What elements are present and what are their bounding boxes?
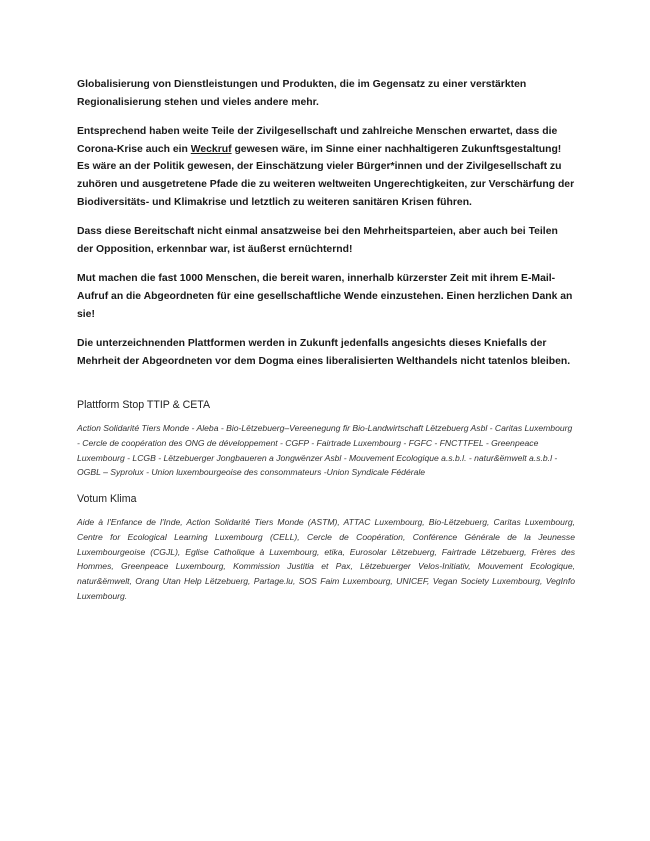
section-stop-ttip xyxy=(77,398,575,480)
paragraph-mut-machen: Mut machen die fast 1000 Menschen, die bereit waren, innerhalb kürzerster Zeit mit ihrem E-Mail-Aufruf an die Abgeordneten für eine gesellschaftliche Wende einzustehen. Einen herzlichen Dank an sie! xyxy=(77,273,573,320)
paragraph-weckruf-end: gewesen wäre, im Sinne einer nachhaltigeren Zukunftsgestaltung! Es wäre an der Politik gewesen, der Einschätzung vieler Bürger*innen und der Zivilgesellschaft zu zuhören und ausgetretene Pfade die zu weiteren weltweiten Ungerechtigkeiten, zur Verschärfung der Biodiversitäts- und Klimakrise und letztlich zu weiteren sanitären Krisen führen. xyxy=(77,143,575,208)
paragraph-weckruf xyxy=(77,123,575,211)
paragraph-weckruf-start: Entsprechend haben weite Teile der Zivilgesellschaft und zahlreiche Menschen erwartet, dass die Corona-Krise auch ein xyxy=(77,126,558,155)
paragraph-bereitschaft: Dass diese Bereitschaft nicht einmal ansatzweise bei den Mehrheitsparteien, aber auch bei Teilen der Opposition, erkennbar war, ist äußerst ernüchternd! xyxy=(77,226,558,255)
section-title-stop-ttip: Plattform Stop TTIP & CETA xyxy=(77,399,211,412)
paragraph-globalisierung: Globalisierung von Dienstleistungen und Produkten, die im Gegensatz zu einer verstärkten Regionalisierung stehen und vieles andere mehr. xyxy=(77,79,527,108)
section-title-votum-klima: Votum Klima xyxy=(77,493,137,506)
weckruf-link[interactable]: Weckruf xyxy=(190,143,232,155)
paragraph-plattformen: Die unterzeichnenden Plattformen werden in Zukunft jedenfalls angesichts dieses Kniefalls der Mehrheit der Abgeordneten vor dem Dogma eines liberalisierten Welthandels nicht tatenlos bleiben. xyxy=(77,338,571,367)
member-list-stop-ttip: Action Solidarité Tiers Monde - Aleba - Bio-Lëtzebuerg–Vereenegung fir Bio-Landwirtschaft Lëtzebuerg Asbl - Caritas Luxembourg - Cercle de coopération des ONG de développement - CGFP - Fairtrade Luxembourg - FGFC - FNCTTFEL - Greenpeace Luxembourg - LCGB - Lëtzebuerger Jongbaueren a Jongwënzer Asbl - Mouvement Ecologique a.s.b.l. - natur&ëmwelt a.s.b.l - OGBL – Syprolux - Union luxembourgeoise des consommateurs -Union Syndicale Fédérale xyxy=(77,423,573,478)
document-page xyxy=(77,76,575,615)
member-list-votum-klima: Aide à l'Enfance de l'Inde, Action Solidarité Tiers Monde (ASTM), ATTAC Luxembourg, Bio-Lëtzebuerg, Caritas Luxembourg, Centre for Ecological Learning Luxembourg (CELL), Cercle de Coopération, Conférence Générale de la Jeunesse Luxembourgeoise (CGJL), Eglise Catholique à Luxembourg, etika, Eurosolar Lëtzebuerg, Fairtrade Lëtzebuerg, Frères des Hommes, Greenpeace Luxembourg, Kommission Justitia et Pax, Lëtzebuerger Velos-Initiativ, Mouvement Ecologique, natur&ëmwelt, Orang Utan Help Lëtzebuerg, Partage.lu, SOS Faim Luxembourg, UNICEF, Vegan Society Luxembourg, VegInfo Luxembourg. xyxy=(77,517,575,601)
section-votum-klima xyxy=(77,492,575,603)
